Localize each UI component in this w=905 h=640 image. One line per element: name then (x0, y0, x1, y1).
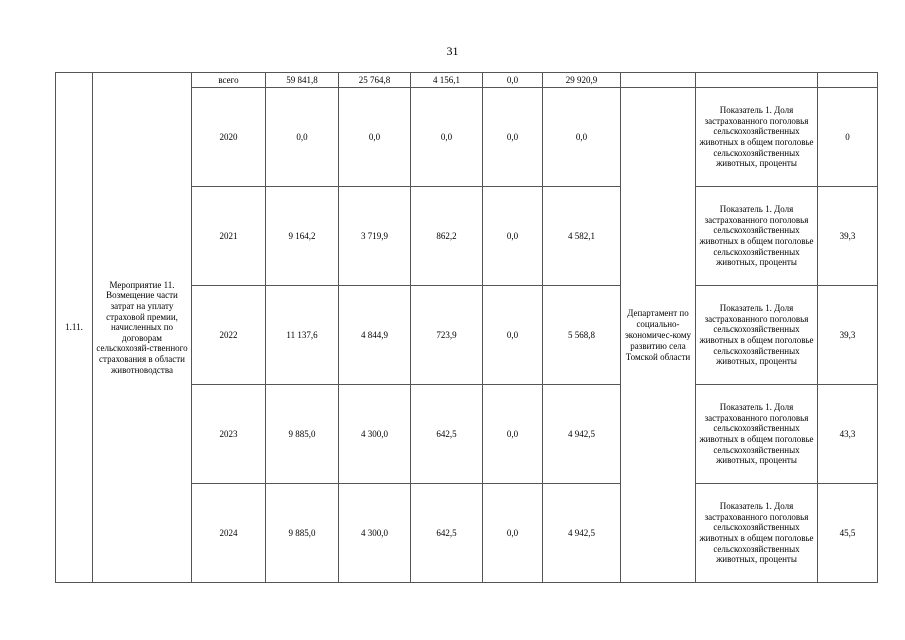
value-cell: 4 582,1 (543, 187, 621, 286)
value-cell: 4 300,0 (339, 385, 411, 484)
indicator-cell: Показатель 1. Доля застрахованного поголовья сельскохозяйственных животных в общем поголовье сельскохозяйственных животных, проценты (696, 88, 818, 187)
total-value: 0,0 (483, 73, 543, 88)
indicator-value-cell: 43,3 (818, 385, 878, 484)
indicator-value-cell: 39,3 (818, 187, 878, 286)
total-indicator-cell (696, 73, 818, 88)
department-cell: Департамент по социально-экономичес-кому развитию села Томской области (621, 88, 696, 583)
table-row-total (56, 73, 878, 88)
indicator-value-cell: 39,3 (818, 286, 878, 385)
year-cell: 2022 (192, 286, 266, 385)
value-cell: 0,0 (483, 385, 543, 484)
value-cell: 723,9 (411, 286, 483, 385)
indicator-cell: Показатель 1. Доля застрахованного поголовья сельскохозяйственных животных в общем поголовье сельскохозяйственных животных, проценты (696, 187, 818, 286)
value-cell: 0,0 (483, 286, 543, 385)
value-cell: 4 844,9 (339, 286, 411, 385)
value-cell: 642,5 (411, 385, 483, 484)
activity-name: Мероприятие 11. Возмещение части затрат на уплату страховой премии, начисленных по договорам сельскохозяй-ственного страхования в области животноводства (93, 73, 192, 583)
program-table (55, 72, 878, 583)
value-cell: 0,0 (339, 88, 411, 187)
year-cell: 2024 (192, 484, 266, 583)
value-cell: 642,5 (411, 484, 483, 583)
value-cell: 4 942,5 (543, 385, 621, 484)
value-cell: 4 942,5 (543, 484, 621, 583)
value-cell: 0,0 (543, 88, 621, 187)
value-cell: 4 300,0 (339, 484, 411, 583)
value-cell: 0,0 (411, 88, 483, 187)
value-cell: 9 164,2 (266, 187, 339, 286)
value-cell: 3 719,9 (339, 187, 411, 286)
year-cell: 2023 (192, 385, 266, 484)
value-cell: 11 137,6 (266, 286, 339, 385)
value-cell: 0,0 (483, 484, 543, 583)
total-value: 29 920,9 (543, 73, 621, 88)
value-cell: 9 885,0 (266, 385, 339, 484)
value-cell: 0,0 (483, 88, 543, 187)
indicator-value-cell: 0 (818, 88, 878, 187)
total-department-cell (621, 73, 696, 88)
value-cell: 9 885,0 (266, 484, 339, 583)
indicator-value-cell: 45,5 (818, 484, 878, 583)
value-cell: 862,2 (411, 187, 483, 286)
total-label: всего (192, 73, 266, 88)
year-cell: 2021 (192, 187, 266, 286)
value-cell: 0,0 (266, 88, 339, 187)
indicator-cell: Показатель 1. Доля застрахованного поголовья сельскохозяйственных животных в общем поголовье сельскохозяйственных животных, проценты (696, 484, 818, 583)
page-number: 31 (446, 44, 459, 58)
value-cell: 5 568,8 (543, 286, 621, 385)
total-indicator-value-cell (818, 73, 878, 88)
indicator-cell: Показатель 1. Доля застрахованного поголовья сельскохозяйственных животных в общем поголовье сельскохозяйственных животных, проценты (696, 286, 818, 385)
activity-code: 1.11. (56, 73, 93, 583)
year-cell: 2020 (192, 88, 266, 187)
total-value: 25 764,8 (339, 73, 411, 88)
total-value: 4 156,1 (411, 73, 483, 88)
value-cell: 0,0 (483, 187, 543, 286)
indicator-cell: Показатель 1. Доля застрахованного поголовья сельскохозяйственных животных в общем поголовье сельскохозяйственных животных, проценты (696, 385, 818, 484)
total-value: 59 841,8 (266, 73, 339, 88)
